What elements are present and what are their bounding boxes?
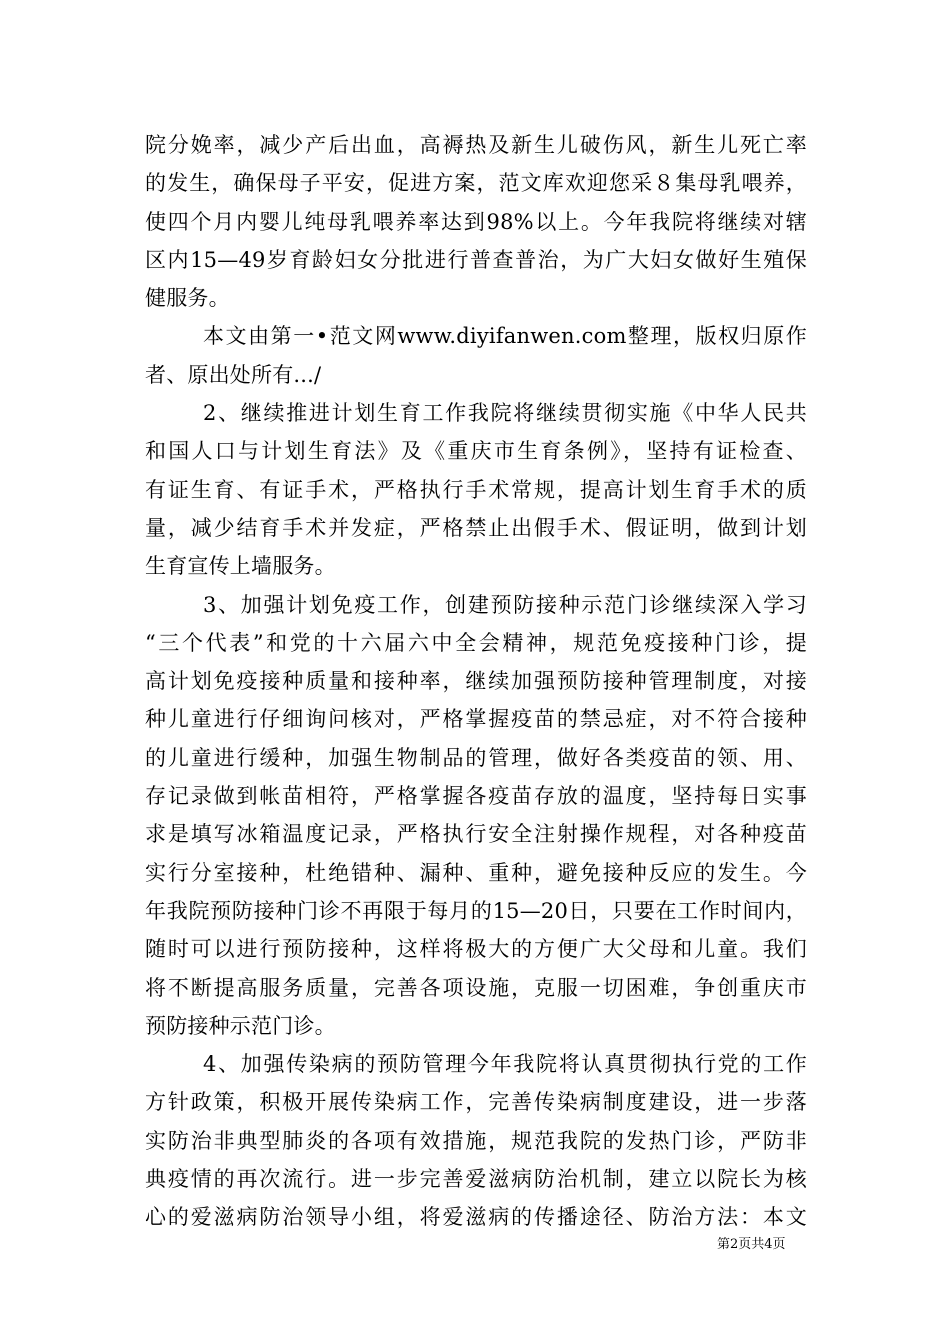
text-line: 3、加强计划免疫工作，创建预防接种示范门诊继续深入学习 <box>203 592 807 617</box>
text-line: 典疫情的再次流行。进一步完善爱滋病防治机制，建立以院长为核 <box>145 1167 807 1192</box>
text-line: 本文由第一•范文网www.diyifanwen.com整理，版权归原作 <box>203 324 807 349</box>
page-number: 第2页共4页 <box>717 1237 786 1252</box>
text-line: 实防治非典型肺炎的各项有效措施，规范我院的发热门诊，严防非 <box>145 1128 807 1153</box>
text-line: 生育宣传上墙服务。 <box>145 554 336 579</box>
text-line: 种儿童进行仔细询问核对，严格掌握疫苗的禁忌症，对不符合接种 <box>145 707 807 732</box>
text-line: 年我院预防接种门诊不再限于每月的15—20日，只要在工作时间内， <box>145 898 807 923</box>
text-line: 量，减少结育手术并发症，严格禁止出假手术、假证明，做到计划 <box>145 515 807 540</box>
document-body <box>145 126 807 1237</box>
text-line: 预防接种示范门诊。 <box>145 1013 336 1038</box>
text-line: 有证生育、有证手术，严格执行手术常规，提高计划生育手术的质 <box>145 477 807 502</box>
text-line: “三个代表”和党的十六届六中全会精神，规范免疫接种门诊，提 <box>145 630 807 655</box>
text-line: 实行分室接种，杜绝错种、漏种、重种，避免接种反应的发生。今 <box>145 860 807 885</box>
text-line: 心的爱滋病防治领导小组，将爱滋病的传播途径、防治方法：本文 <box>145 1205 807 1230</box>
text-line: 健服务。 <box>145 286 230 311</box>
text-line: 高计划免疫接种质量和接种率，继续加强预防接种管理制度，对接 <box>145 669 807 694</box>
text-line: 将不断提高服务质量，完善各项设施，克服一切困难，争创重庆市 <box>145 975 807 1000</box>
text-line: 和国人口与计划生育法》及《重庆市生育条例》，坚持有证检查、 <box>145 439 807 464</box>
text-line: 求是填写冰箱温度记录，严格执行安全注射操作规程，对各种疫苗 <box>145 822 807 847</box>
text-line: 院分娩率，减少产后出血，高褥热及新生儿破伤风，新生儿死亡率 <box>145 133 807 157</box>
text-line: 的发生，确保母子平安，促进方案，范文库欢迎您采８集母乳喂养， <box>145 171 807 196</box>
text-line: 随时可以进行预防接种，这样将极大的方便广大父母和儿童。我们 <box>145 937 807 962</box>
text-line: 方针政策，积极开展传染病工作，完善传染病制度建设，进一步落 <box>145 1090 807 1115</box>
text-line: 的儿童进行缓种，加强生物制品的管理，做好各类疫苗的领、用、 <box>145 745 807 770</box>
text-line: 者、原出处所有.../ <box>145 362 322 387</box>
text-line: 存记录做到帐苗相符，严格掌握各疫苗存放的温度，坚持每日实事 <box>145 784 807 809</box>
text-line: 4、加强传染病的预防管理今年我院将认真贯彻执行党的工作 <box>203 1052 807 1077</box>
text-line: 使四个月内婴儿纯母乳喂养率达到98%以上。今年我院将继续对辖 <box>145 209 807 234</box>
text-line: 区内15—49岁育龄妇女分批进行普查普治，为广大妇女做好生殖保 <box>145 247 807 272</box>
text-line: 2、继续推进计划生育工作我院将继续贯彻实施《中华人民共 <box>203 401 807 426</box>
